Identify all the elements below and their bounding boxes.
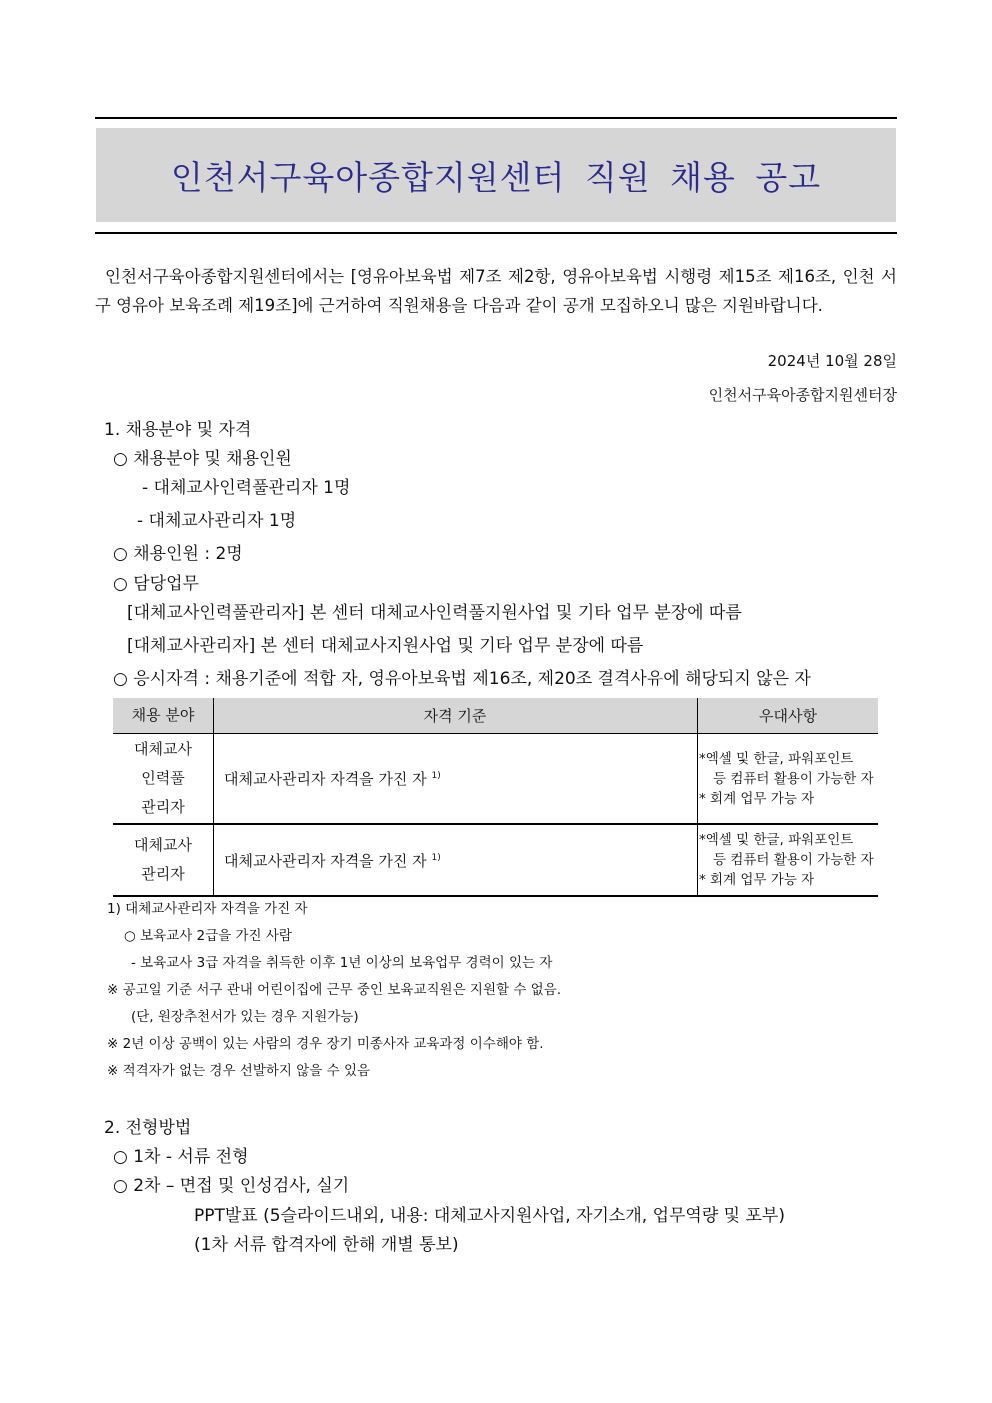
footnote: - 보육교사 3급 자격을 취득한 이후 1년 이상의 보육업무 경력이 있는 자 [131, 955, 553, 971]
preference-cell: *엑셀 및 한글, 파워포인트 등 컴퓨터 활용이 가능한 자 * 회계 업무 가능 자 [698, 734, 879, 825]
table-row [113, 734, 878, 825]
duty-item: [대체교사인력풀관리자] 본 센터 대체교사인력풀지원사업 및 기타 업무 분장에 따름 [127, 603, 742, 623]
preference-cell: *엑셀 및 한글, 파워포인트 등 컴퓨터 활용이 가능한 자 * 회계 업무 가능 자 [698, 824, 879, 896]
footnote: 1) 대체교사관리자 자격을 가진 자 [107, 901, 308, 917]
field-cell: 대체교사 인력풀 관리자 [113, 734, 214, 825]
table-header-row [113, 698, 878, 734]
section2-heading: 2. 전형방법 [104, 1118, 192, 1138]
field-heading: ○ 채용분야 및 채용인원 [113, 449, 292, 469]
issuer-name: 인천서구육아종합지원센터장 [708, 386, 897, 404]
field-cell: 대체교사 관리자 [113, 824, 214, 896]
criteria-cell: 대체교사관리자 자격을 가진 자 $^{1)}$ [214, 824, 698, 896]
footnote: ※ 적격자가 없는 경우 선발하지 않을 수 있음 [107, 1063, 371, 1079]
footnote: ※ 2년 이상 공백이 있는 사람의 경우 장기 미종사자 교육과정 이수해야 함. [107, 1036, 544, 1052]
table-row [113, 824, 878, 896]
duty-heading: ○ 담당업무 [113, 574, 199, 594]
title-banner [96, 128, 896, 222]
field-item: - 대체교사관리자 1명 [137, 511, 297, 531]
selection-step: ○ 2차 – 면접 및 인성검사, 실기 [113, 1176, 350, 1196]
header-criteria: 자격 기준 [214, 698, 698, 734]
intro-text: 인천서구육아종합지원센터에서는 [영유아보육법 제7조 제2항, 영유아보육법 시행령 제15조 제16조, 인천 서구 영유아 보육조례 제19조]에 근거하여 직원채용을 다음과 같이 공개 모집하오니 많은 지원바랍니다. [95, 267, 897, 315]
selection-note: (1차 서류 합격자에 한해 개별 통보) [194, 1235, 459, 1255]
header-preference: 우대사항 [698, 698, 879, 734]
top-rule [95, 117, 897, 119]
footnote: (단, 원장추천서가 있는 경우 지원가능) [131, 1009, 359, 1025]
page-title: 인천서구육아종합지원센터 직원 채용 공고 [170, 157, 822, 197]
header-field: 채용 분야 [113, 698, 214, 734]
criteria-cell: 대체교사관리자 자격을 가진 자 $^{1)}$ [214, 734, 698, 825]
footnote-ref: 1) [431, 771, 441, 781]
title-bottom-rule [95, 232, 897, 234]
intro-paragraph [95, 262, 897, 320]
footnote: ※ 공고일 기준 서구 관내 어린이집에 근무 중인 보육교직원은 지원할 수 없음. [107, 982, 562, 998]
requirements-table [113, 698, 878, 897]
selection-detail: PPT발표 (5슬라이드내외, 내용: 대체교사지원사업, 자기소개, 업무역량 및 포부) [194, 1206, 785, 1226]
qualification: ○ 응시자격 : 채용기준에 적합 자, 영유아보육법 제16조, 제20조 결격사유에 해당되지 않은 자 [113, 669, 811, 689]
duty-item: [대체교사관리자] 본 센터 대체교사지원사업 및 기타 업무 분장에 따름 [127, 636, 644, 656]
section1-heading: 1. 채용분야 및 자격 [104, 420, 252, 440]
footnote: ○ 보육교사 2급을 가진 사람 [124, 928, 292, 944]
selection-step: ○ 1차 - 서류 전형 [113, 1147, 249, 1167]
footnote-ref: 1) [431, 852, 441, 863]
headcount: ○ 채용인원 : 2명 [113, 544, 243, 564]
announcement-date: 2024년 10월 28일 [767, 352, 897, 370]
field-item: - 대체교사인력풀관리자 1명 [142, 478, 351, 498]
